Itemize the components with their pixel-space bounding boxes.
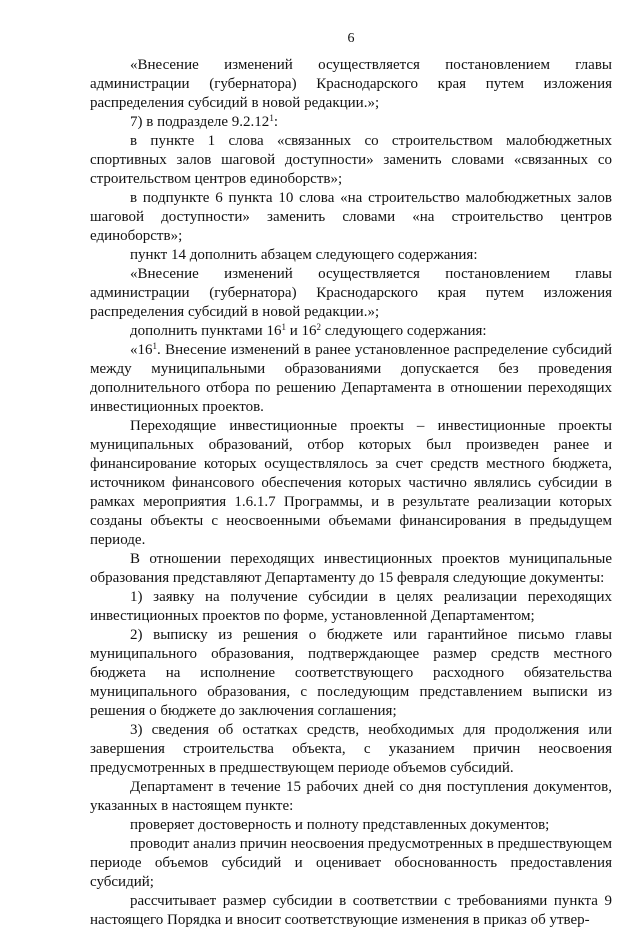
paragraph (90, 835, 612, 892)
superscript: 1 (281, 322, 286, 332)
superscript: 2 (316, 322, 321, 332)
paragraph-text: Департамент в течение 15 рабочих дней со дня поступления документов, указанных в настоящем пункте: (90, 779, 612, 814)
paragraph-text: . Внесение изменений в ранее установленное распределение субсидий между муниципальными образованиями допускается без проведения дополнительного отбора по решению Департамента в отношении переходящих инвестиционных проектов. (90, 342, 612, 415)
paragraph-text: В отношении переходящих инвестиционных проектов муниципальные образования представляют Департаменту до 15 февраля следующие документы: (90, 551, 612, 586)
paragraph-text: дополнить пунктами 16 (130, 323, 282, 339)
paragraph (90, 246, 612, 265)
paragraph-text: Переходящие инвестиционные проекты – инвестиционные проекты муниципальных образований, отбор которых был произведен ранее и финансирование которых осуществлялось за счет средств местного бюджета, источником финансового обеспечения которых частично являлись субсидии в рамках мероприятия 1.6.1.7 Программы, и в результате реализации которых созданы объекты с неосвоенными объемами финансирования в предыдущем периоде. (90, 418, 612, 548)
paragraph-text: 7) в подразделе 9.2.12 (130, 114, 270, 130)
paragraph (90, 322, 612, 341)
paragraph-text: «16 (130, 342, 153, 358)
paragraph (90, 550, 612, 588)
paragraph (90, 816, 612, 835)
paragraph-text: «Внесение изменений осуществляется постановлением главы администрации (губернатора) Краснодарского края путем изложения распределения субсидий в новой редакции.»; (90, 266, 612, 320)
page-number: 6 (347, 31, 355, 46)
paragraph (90, 721, 612, 778)
paragraph (90, 341, 612, 417)
paragraph-text: 2) выписку из решения о бюджете или гарантийное письмо главы муниципального образования, подтверждающее размер средств местного бюджета на исполнение соответствующего расходного обязательства муниципального образования, с последующим представлением выписки из решения о бюджете до заключения соглашения; (90, 627, 612, 719)
paragraph-text: : (273, 114, 278, 130)
paragraph (90, 588, 612, 626)
superscript: 1 (152, 341, 157, 351)
paragraph (90, 892, 612, 930)
paragraph-text: проводит анализ причин неосвоения предусмотренных в предшествующем периоде объемов субсидий и оценивает обоснованность предоставления субсидий; (90, 836, 612, 890)
paragraph-text: и 16 (285, 323, 317, 339)
paragraph-text: 3) сведения об остатках средств, необходимых для продолжения или завершения строительства объекта, с указанием причин неосвоения предусмотренных в предшествующем периоде объемов субсидий. (90, 722, 612, 776)
paragraph-text: рассчитывает размер субсидии в соответствии с требованиями пункта 9 настоящего Порядка и вносит соответствующие изменения в приказ об утвер- (90, 893, 612, 928)
paragraph (90, 417, 612, 550)
paragraph-text: 1) заявку на получение субсидии в целях реализации переходящих инвестиционных проектов по форме, установленной Департаментом; (90, 589, 612, 624)
paragraph (90, 56, 612, 113)
paragraph (90, 132, 612, 189)
paragraph (90, 189, 612, 246)
document-body (90, 56, 612, 930)
paragraph (90, 113, 612, 132)
superscript: 1 (269, 113, 274, 123)
paragraph-text: пункт 14 дополнить абзацем следующего содержания: (130, 247, 478, 263)
paragraph (90, 265, 612, 322)
paragraph-text: следующего содержания: (321, 323, 487, 339)
paragraph (90, 778, 612, 816)
paragraph-text: в подпункте 6 пункта 10 слова «на строительство малобюджетных залов шаговой доступности» заменить словами «на строительство центров единоборств»; (90, 190, 612, 244)
paragraph (90, 626, 612, 721)
paragraph-text: «Внесение изменений осуществляется постановлением главы администрации (губернатора) Краснодарского края путем изложения распределения субсидий в новой редакции.»; (90, 57, 612, 111)
paragraph-text: в пункте 1 слова «связанных со строительством малобюджетных спортивных залов шаговой доступности» заменить словами «связанных со строительством центров единоборств»; (90, 133, 612, 187)
paragraph-text: проверяет достоверность и полноту представленных документов; (130, 817, 550, 833)
